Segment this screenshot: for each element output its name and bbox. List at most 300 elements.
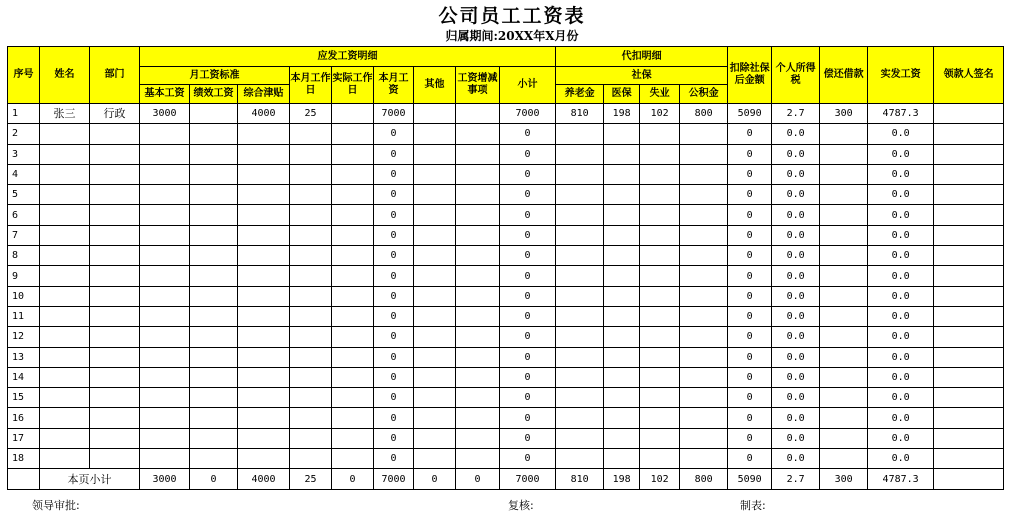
- row-medical[interactable]: [604, 144, 640, 164]
- row-unemployment[interactable]: [640, 164, 680, 184]
- row-basic[interactable]: [140, 225, 190, 245]
- row-subtotal[interactable]: 0: [500, 327, 556, 347]
- row-tax[interactable]: 0.0: [772, 205, 820, 225]
- row-net[interactable]: 4787.3: [868, 104, 934, 124]
- row-tax[interactable]: 0.0: [772, 408, 820, 428]
- row-dept[interactable]: [90, 449, 140, 469]
- row-dept[interactable]: [90, 327, 140, 347]
- row-repay[interactable]: [820, 144, 868, 164]
- row-dept[interactable]: [90, 185, 140, 205]
- row-sign[interactable]: [934, 246, 1004, 266]
- row-other[interactable]: [414, 124, 456, 144]
- row-adjust[interactable]: [456, 144, 500, 164]
- row-tax[interactable]: 0.0: [772, 225, 820, 245]
- row-sign[interactable]: [934, 408, 1004, 428]
- row-dept[interactable]: [90, 286, 140, 306]
- row-sign[interactable]: [934, 225, 1004, 245]
- row-dept[interactable]: [90, 367, 140, 387]
- row-sign[interactable]: [934, 164, 1004, 184]
- row-medical[interactable]: [604, 306, 640, 326]
- row-other[interactable]: [414, 428, 456, 448]
- row-after-social[interactable]: 0: [728, 124, 772, 144]
- row-actual-days[interactable]: [332, 205, 374, 225]
- row-adjust[interactable]: [456, 124, 500, 144]
- row-allowance[interactable]: [238, 347, 290, 367]
- row-unemployment[interactable]: [640, 246, 680, 266]
- row-repay[interactable]: [820, 327, 868, 347]
- row-allowance[interactable]: [238, 266, 290, 286]
- row-other[interactable]: [414, 144, 456, 164]
- row-net[interactable]: 0.0: [868, 124, 934, 144]
- row-performance[interactable]: [190, 449, 238, 469]
- row-allowance[interactable]: [238, 327, 290, 347]
- row-allowance[interactable]: 4000: [238, 104, 290, 124]
- row-medical[interactable]: [604, 428, 640, 448]
- row-unemployment[interactable]: [640, 408, 680, 428]
- row-workdays[interactable]: [290, 347, 332, 367]
- row-month-pay[interactable]: 7000: [374, 104, 414, 124]
- row-medical[interactable]: [604, 388, 640, 408]
- row-subtotal[interactable]: 0: [500, 388, 556, 408]
- row-subtotal[interactable]: 0: [500, 205, 556, 225]
- row-actual-days[interactable]: [332, 124, 374, 144]
- row-tax[interactable]: 0.0: [772, 164, 820, 184]
- row-name[interactable]: [40, 449, 90, 469]
- row-subtotal[interactable]: 0: [500, 347, 556, 367]
- row-other[interactable]: [414, 104, 456, 124]
- row-unemployment[interactable]: [640, 367, 680, 387]
- row-seq[interactable]: 2: [8, 124, 40, 144]
- row-adjust[interactable]: [456, 266, 500, 286]
- row-unemployment[interactable]: [640, 225, 680, 245]
- row-performance[interactable]: [190, 286, 238, 306]
- row-pension[interactable]: [556, 205, 604, 225]
- row-name[interactable]: [40, 286, 90, 306]
- subtotal-pension[interactable]: 810: [556, 469, 604, 490]
- row-workdays[interactable]: [290, 388, 332, 408]
- row-repay[interactable]: [820, 449, 868, 469]
- row-performance[interactable]: [190, 266, 238, 286]
- subtotal-subtotal[interactable]: 7000: [500, 469, 556, 490]
- row-basic[interactable]: [140, 388, 190, 408]
- row-repay[interactable]: [820, 286, 868, 306]
- row-net[interactable]: 0.0: [868, 225, 934, 245]
- row-subtotal[interactable]: 0: [500, 306, 556, 326]
- row-performance[interactable]: [190, 327, 238, 347]
- row-housing[interactable]: [680, 225, 728, 245]
- row-subtotal[interactable]: 0: [500, 408, 556, 428]
- row-other[interactable]: [414, 449, 456, 469]
- row-unemployment[interactable]: [640, 327, 680, 347]
- row-name[interactable]: [40, 185, 90, 205]
- row-adjust[interactable]: [456, 388, 500, 408]
- row-net[interactable]: 0.0: [868, 205, 934, 225]
- row-other[interactable]: [414, 388, 456, 408]
- row-unemployment[interactable]: [640, 266, 680, 286]
- row-workdays[interactable]: [290, 205, 332, 225]
- row-subtotal[interactable]: 0: [500, 449, 556, 469]
- row-name[interactable]: [40, 327, 90, 347]
- row-workdays[interactable]: [290, 408, 332, 428]
- row-net[interactable]: 0.0: [868, 306, 934, 326]
- row-month-pay[interactable]: 0: [374, 124, 414, 144]
- row-pension[interactable]: [556, 164, 604, 184]
- row-repay[interactable]: [820, 205, 868, 225]
- row-pension[interactable]: [556, 144, 604, 164]
- row-workdays[interactable]: [290, 164, 332, 184]
- row-basic[interactable]: [140, 266, 190, 286]
- row-allowance[interactable]: [238, 144, 290, 164]
- row-actual-days[interactable]: [332, 185, 374, 205]
- row-name[interactable]: [40, 205, 90, 225]
- row-basic[interactable]: [140, 205, 190, 225]
- row-workdays[interactable]: [290, 449, 332, 469]
- subtotal-sign[interactable]: [934, 469, 1004, 490]
- row-after-social[interactable]: 0: [728, 327, 772, 347]
- row-workdays[interactable]: [290, 246, 332, 266]
- row-allowance[interactable]: [238, 205, 290, 225]
- subtotal-actual-days[interactable]: 0: [332, 469, 374, 490]
- row-adjust[interactable]: [456, 367, 500, 387]
- row-name[interactable]: [40, 367, 90, 387]
- row-tax[interactable]: 2.7: [772, 104, 820, 124]
- row-pension[interactable]: [556, 388, 604, 408]
- row-unemployment[interactable]: [640, 205, 680, 225]
- row-seq[interactable]: 1: [8, 104, 40, 124]
- row-actual-days[interactable]: [332, 266, 374, 286]
- row-medical[interactable]: [604, 164, 640, 184]
- row-unemployment[interactable]: [640, 124, 680, 144]
- row-pension[interactable]: [556, 408, 604, 428]
- row-seq[interactable]: 8: [8, 246, 40, 266]
- row-net[interactable]: 0.0: [868, 246, 934, 266]
- row-pension[interactable]: [556, 428, 604, 448]
- row-repay[interactable]: [820, 164, 868, 184]
- row-sign[interactable]: [934, 124, 1004, 144]
- row-seq[interactable]: 18: [8, 449, 40, 469]
- row-net[interactable]: 0.0: [868, 286, 934, 306]
- row-net[interactable]: 0.0: [868, 185, 934, 205]
- row-basic[interactable]: [140, 347, 190, 367]
- row-after-social[interactable]: 5090: [728, 104, 772, 124]
- subtotal-net[interactable]: 4787.3: [868, 469, 934, 490]
- row-medical[interactable]: [604, 124, 640, 144]
- row-tax[interactable]: 0.0: [772, 124, 820, 144]
- row-basic[interactable]: [140, 306, 190, 326]
- row-housing[interactable]: [680, 408, 728, 428]
- row-month-pay[interactable]: 0: [374, 347, 414, 367]
- row-housing[interactable]: [680, 388, 728, 408]
- row-dept[interactable]: [90, 408, 140, 428]
- row-adjust[interactable]: [456, 449, 500, 469]
- row-sign[interactable]: [934, 327, 1004, 347]
- row-unemployment[interactable]: [640, 185, 680, 205]
- row-housing[interactable]: [680, 164, 728, 184]
- row-name[interactable]: [40, 347, 90, 367]
- row-name[interactable]: [40, 225, 90, 245]
- row-month-pay[interactable]: 0: [374, 246, 414, 266]
- row-subtotal[interactable]: 0: [500, 185, 556, 205]
- row-subtotal[interactable]: 7000: [500, 104, 556, 124]
- row-basic[interactable]: [140, 246, 190, 266]
- row-pension[interactable]: [556, 347, 604, 367]
- row-month-pay[interactable]: 0: [374, 327, 414, 347]
- row-seq[interactable]: 9: [8, 266, 40, 286]
- row-unemployment[interactable]: [640, 286, 680, 306]
- row-allowance[interactable]: [238, 428, 290, 448]
- row-basic[interactable]: 3000: [140, 104, 190, 124]
- row-after-social[interactable]: 0: [728, 306, 772, 326]
- row-net[interactable]: 0.0: [868, 388, 934, 408]
- row-performance[interactable]: [190, 185, 238, 205]
- subtotal-basic[interactable]: 3000: [140, 469, 190, 490]
- row-sign[interactable]: [934, 428, 1004, 448]
- row-unemployment[interactable]: [640, 449, 680, 469]
- row-tax[interactable]: 0.0: [772, 428, 820, 448]
- row-seq[interactable]: 13: [8, 347, 40, 367]
- row-allowance[interactable]: [238, 306, 290, 326]
- row-month-pay[interactable]: 0: [374, 367, 414, 387]
- row-adjust[interactable]: [456, 185, 500, 205]
- row-tax[interactable]: 0.0: [772, 388, 820, 408]
- row-medical[interactable]: [604, 185, 640, 205]
- row-pension[interactable]: [556, 306, 604, 326]
- row-basic[interactable]: [140, 124, 190, 144]
- row-basic[interactable]: [140, 367, 190, 387]
- row-unemployment[interactable]: [640, 306, 680, 326]
- row-dept[interactable]: [90, 144, 140, 164]
- row-medical[interactable]: [604, 266, 640, 286]
- row-actual-days[interactable]: [332, 246, 374, 266]
- row-workdays[interactable]: [290, 124, 332, 144]
- row-tax[interactable]: 0.0: [772, 367, 820, 387]
- row-medical[interactable]: [604, 286, 640, 306]
- row-subtotal[interactable]: 0: [500, 367, 556, 387]
- row-tax[interactable]: 0.0: [772, 306, 820, 326]
- row-actual-days[interactable]: [332, 347, 374, 367]
- row-actual-days[interactable]: [332, 144, 374, 164]
- row-other[interactable]: [414, 205, 456, 225]
- row-performance[interactable]: [190, 246, 238, 266]
- subtotal-other[interactable]: 0: [414, 469, 456, 490]
- row-dept[interactable]: [90, 225, 140, 245]
- row-tax[interactable]: 0.0: [772, 286, 820, 306]
- row-pension[interactable]: 810: [556, 104, 604, 124]
- row-net[interactable]: 0.0: [868, 266, 934, 286]
- subtotal-workdays[interactable]: 25: [290, 469, 332, 490]
- row-adjust[interactable]: [456, 246, 500, 266]
- row-repay[interactable]: [820, 367, 868, 387]
- row-housing[interactable]: [680, 428, 728, 448]
- row-name[interactable]: [40, 164, 90, 184]
- row-tax[interactable]: 0.0: [772, 144, 820, 164]
- row-month-pay[interactable]: 0: [374, 164, 414, 184]
- row-repay[interactable]: [820, 306, 868, 326]
- row-allowance[interactable]: [238, 367, 290, 387]
- row-repay[interactable]: [820, 246, 868, 266]
- row-seq[interactable]: 16: [8, 408, 40, 428]
- row-allowance[interactable]: [238, 449, 290, 469]
- row-month-pay[interactable]: 0: [374, 185, 414, 205]
- row-actual-days[interactable]: [332, 428, 374, 448]
- row-name[interactable]: [40, 266, 90, 286]
- row-name[interactable]: 张三: [40, 104, 90, 124]
- row-sign[interactable]: [934, 266, 1004, 286]
- row-seq[interactable]: 3: [8, 144, 40, 164]
- row-sign[interactable]: [934, 449, 1004, 469]
- row-housing[interactable]: [680, 306, 728, 326]
- row-other[interactable]: [414, 266, 456, 286]
- row-tax[interactable]: 0.0: [772, 449, 820, 469]
- row-unemployment[interactable]: [640, 428, 680, 448]
- row-performance[interactable]: [190, 104, 238, 124]
- row-workdays[interactable]: [290, 306, 332, 326]
- row-month-pay[interactable]: 0: [374, 266, 414, 286]
- row-actual-days[interactable]: [332, 164, 374, 184]
- row-repay[interactable]: [820, 347, 868, 367]
- row-housing[interactable]: [680, 205, 728, 225]
- row-basic[interactable]: [140, 408, 190, 428]
- row-after-social[interactable]: 0: [728, 144, 772, 164]
- row-allowance[interactable]: [238, 408, 290, 428]
- row-repay[interactable]: [820, 124, 868, 144]
- row-tax[interactable]: 0.0: [772, 246, 820, 266]
- row-actual-days[interactable]: [332, 449, 374, 469]
- subtotal-month-pay[interactable]: 7000: [374, 469, 414, 490]
- row-adjust[interactable]: [456, 205, 500, 225]
- row-net[interactable]: 0.0: [868, 164, 934, 184]
- row-other[interactable]: [414, 286, 456, 306]
- row-dept[interactable]: [90, 347, 140, 367]
- subtotal-allowance[interactable]: 4000: [238, 469, 290, 490]
- row-housing[interactable]: [680, 367, 728, 387]
- row-housing[interactable]: [680, 286, 728, 306]
- row-dept[interactable]: [90, 388, 140, 408]
- row-performance[interactable]: [190, 306, 238, 326]
- row-seq[interactable]: 15: [8, 388, 40, 408]
- row-performance[interactable]: [190, 124, 238, 144]
- row-after-social[interactable]: 0: [728, 408, 772, 428]
- row-actual-days[interactable]: [332, 388, 374, 408]
- row-name[interactable]: [40, 124, 90, 144]
- row-adjust[interactable]: [456, 286, 500, 306]
- row-basic[interactable]: [140, 327, 190, 347]
- row-unemployment[interactable]: 102: [640, 104, 680, 124]
- row-net[interactable]: 0.0: [868, 449, 934, 469]
- row-tax[interactable]: 0.0: [772, 327, 820, 347]
- row-housing[interactable]: [680, 144, 728, 164]
- row-repay[interactable]: 300: [820, 104, 868, 124]
- row-sign[interactable]: [934, 388, 1004, 408]
- row-unemployment[interactable]: [640, 347, 680, 367]
- row-dept[interactable]: [90, 246, 140, 266]
- row-subtotal[interactable]: 0: [500, 266, 556, 286]
- row-dept[interactable]: 行政: [90, 104, 140, 124]
- row-repay[interactable]: [820, 388, 868, 408]
- row-tax[interactable]: 0.0: [772, 347, 820, 367]
- row-basic[interactable]: [140, 286, 190, 306]
- row-after-social[interactable]: 0: [728, 225, 772, 245]
- row-seq[interactable]: 14: [8, 367, 40, 387]
- row-repay[interactable]: [820, 408, 868, 428]
- row-pension[interactable]: [556, 327, 604, 347]
- row-adjust[interactable]: [456, 347, 500, 367]
- row-unemployment[interactable]: [640, 144, 680, 164]
- row-medical[interactable]: [604, 408, 640, 428]
- row-performance[interactable]: [190, 428, 238, 448]
- subtotal-adjust[interactable]: 0: [456, 469, 500, 490]
- row-basic[interactable]: [140, 164, 190, 184]
- row-other[interactable]: [414, 347, 456, 367]
- row-other[interactable]: [414, 164, 456, 184]
- row-seq[interactable]: 7: [8, 225, 40, 245]
- row-subtotal[interactable]: 0: [500, 164, 556, 184]
- row-month-pay[interactable]: 0: [374, 428, 414, 448]
- row-name[interactable]: [40, 306, 90, 326]
- row-performance[interactable]: [190, 205, 238, 225]
- row-adjust[interactable]: [456, 306, 500, 326]
- row-actual-days[interactable]: [332, 225, 374, 245]
- row-month-pay[interactable]: 0: [374, 286, 414, 306]
- row-pension[interactable]: [556, 286, 604, 306]
- row-net[interactable]: 0.0: [868, 144, 934, 164]
- row-medical[interactable]: 198: [604, 104, 640, 124]
- subtotal-medical[interactable]: 198: [604, 469, 640, 490]
- row-month-pay[interactable]: 0: [374, 205, 414, 225]
- row-repay[interactable]: [820, 185, 868, 205]
- row-subtotal[interactable]: 0: [500, 225, 556, 245]
- row-actual-days[interactable]: [332, 104, 374, 124]
- row-medical[interactable]: [604, 205, 640, 225]
- row-net[interactable]: 0.0: [868, 408, 934, 428]
- row-housing[interactable]: [680, 124, 728, 144]
- row-repay[interactable]: [820, 428, 868, 448]
- row-housing[interactable]: 800: [680, 104, 728, 124]
- row-allowance[interactable]: [238, 246, 290, 266]
- subtotal-performance[interactable]: 0: [190, 469, 238, 490]
- row-adjust[interactable]: [456, 428, 500, 448]
- row-workdays[interactable]: [290, 286, 332, 306]
- row-sign[interactable]: [934, 286, 1004, 306]
- row-pension[interactable]: [556, 124, 604, 144]
- row-after-social[interactable]: 0: [728, 246, 772, 266]
- row-sign[interactable]: [934, 347, 1004, 367]
- row-seq[interactable]: 17: [8, 428, 40, 448]
- row-performance[interactable]: [190, 408, 238, 428]
- row-medical[interactable]: [604, 367, 640, 387]
- row-workdays[interactable]: [290, 185, 332, 205]
- row-basic[interactable]: [140, 185, 190, 205]
- row-after-social[interactable]: 0: [728, 367, 772, 387]
- row-pension[interactable]: [556, 367, 604, 387]
- row-sign[interactable]: [934, 306, 1004, 326]
- row-actual-days[interactable]: [332, 286, 374, 306]
- row-other[interactable]: [414, 225, 456, 245]
- row-month-pay[interactable]: 0: [374, 449, 414, 469]
- row-other[interactable]: [414, 306, 456, 326]
- row-subtotal[interactable]: 0: [500, 286, 556, 306]
- row-dept[interactable]: [90, 205, 140, 225]
- row-workdays[interactable]: [290, 367, 332, 387]
- row-adjust[interactable]: [456, 408, 500, 428]
- row-dept[interactable]: [90, 124, 140, 144]
- row-seq[interactable]: 4: [8, 164, 40, 184]
- row-medical[interactable]: [604, 225, 640, 245]
- row-dept[interactable]: [90, 266, 140, 286]
- row-net[interactable]: 0.0: [868, 347, 934, 367]
- row-actual-days[interactable]: [332, 306, 374, 326]
- row-performance[interactable]: [190, 164, 238, 184]
